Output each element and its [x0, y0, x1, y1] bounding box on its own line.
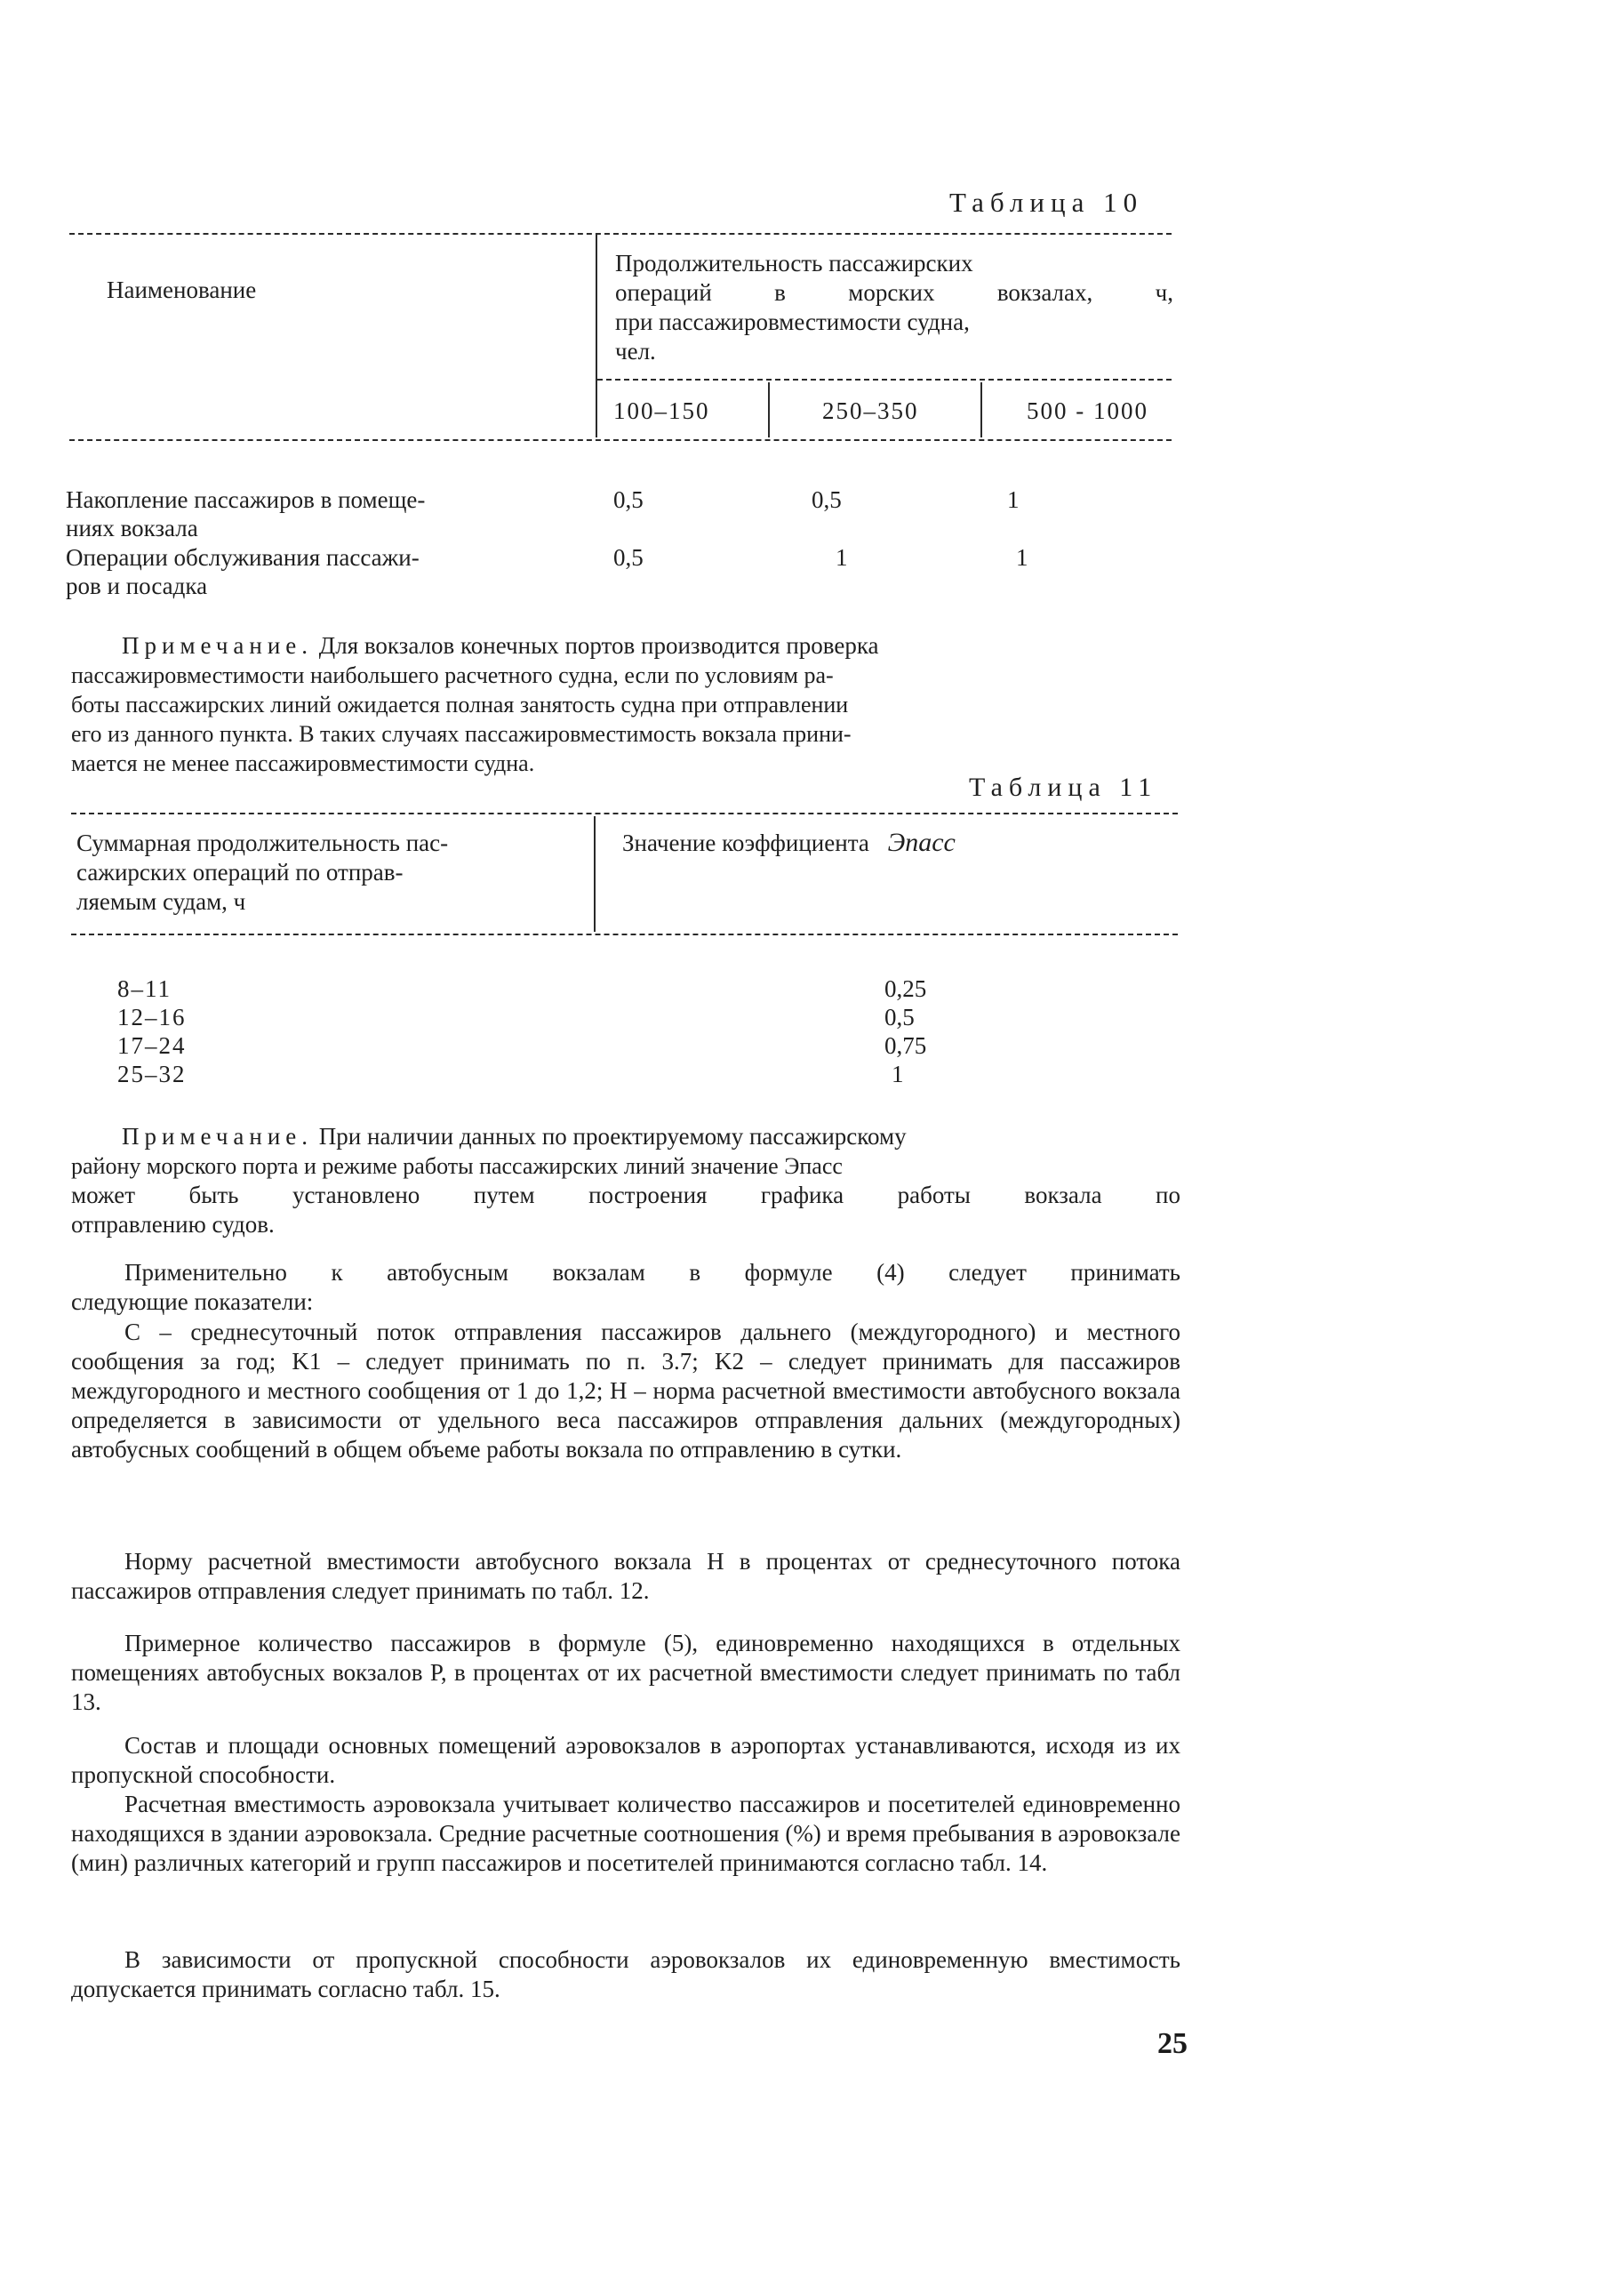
table11-header-bottom-rule	[71, 934, 1178, 935]
body-paragraph-capacity: Расчетная вместимость аэровокзала учитывает количество пассажиров и посетителей единовременно находящихся в здании аэровокзала. Средние расчетные соотношения (%) и время пребывания в аэровокзале (мин) различных категорий и групп пассажиров и посетителей принимаются согласно табл. 14.	[71, 1791, 1180, 1876]
table11-row4-range: 25–32	[117, 1061, 187, 1087]
table10-col-group-l1: Продолжительность пассажирских	[615, 250, 973, 277]
body-intro-l1: Применительно к автобусным вокзалам в формуле (4) следует принимать	[124, 1259, 1180, 1286]
table10-row2-name-l2: ров и посадка	[66, 573, 208, 599]
table11-col1-l3: ляемым судам, ч	[76, 888, 246, 915]
body-intro-l2: следующие показатели:	[71, 1288, 314, 1315]
table11-row3-range: 17–24	[117, 1032, 187, 1059]
table10-divider	[596, 233, 597, 437]
table10-subdiv-2	[980, 382, 982, 437]
table10-subcol-3: 500 - 1000	[1027, 397, 1148, 424]
body-paragraph-composition: Состав и площади основных помещений аэровокзалов в аэропортах устанавливаются, исходя из их пропускной способности.	[71, 1732, 1180, 1788]
note1-line3: боты пассажирских линий ожидается полная занятость судна при отправлении	[71, 692, 849, 718]
table10-row1-v3: 1	[1007, 486, 1020, 513]
body-paragraph-indicators: C – среднесуточный поток отправления пассажиров дальнего (междугородного) и местного сообщения за год; K1 – следует принимать по п. 3.7; K2 – следует принимать для пассажиров междугородного и местного сообщения от 1 до 1,2; H – норма расчетной вместимости автобусного вокзала определяется в зависимости от удельного веса пассажиров отправления дальних (междугородных) автобусных сообщений в общем объеме работы вокзала по отправлению в сутки.	[71, 1319, 1180, 1463]
table10-caption: Таблица 10	[949, 187, 1144, 218]
table11-top-rule	[71, 813, 1178, 814]
table11-row3-value: 0,75	[884, 1032, 927, 1059]
table11-col2-label: Значение коэффициента	[622, 830, 869, 856]
note2-line3: может быть установлено путем построения графика работы вокзала по	[71, 1182, 1180, 1208]
page-number: 25	[1157, 2027, 1188, 2060]
note1-line2: пассажировместимости наибольшего расчетного судна, если по условиям ра-	[71, 662, 834, 688]
table10-subdiv-1	[768, 382, 770, 437]
body-paragraph-throughput: В зависимости от пропускной способности аэровокзалов их единовременную вместимость допускается принимать согласно табл. 15.	[71, 1946, 1180, 2002]
table11-divider	[594, 816, 596, 932]
table10-col-group-l2: операций в морских вокзалах, ч,	[615, 279, 1173, 306]
note2-line4: отправлению судов.	[71, 1211, 275, 1238]
note1-label: Примечание.	[122, 632, 314, 659]
table10-col-name: Наименование	[107, 277, 257, 303]
table10-row2-v2: 1	[836, 544, 848, 571]
table10-row2-v3: 1	[1016, 544, 1028, 571]
table10-row1-v2: 0,5	[812, 486, 842, 513]
table11-row2-value: 0,5	[884, 1004, 915, 1030]
table11-col2-symbol: Эпасс	[887, 828, 956, 857]
table10-row1-name-l2: ниях вокзала	[66, 515, 198, 541]
note2-label: Примечание.	[122, 1123, 314, 1150]
table11-col1-l1: Суммарная продолжительность пас-	[76, 830, 449, 856]
table10-row2-name-l1: Операции обслуживания пассажи-	[66, 544, 420, 571]
table10-row2-v1: 0,5	[613, 544, 644, 571]
note1-line1	[122, 631, 1172, 661]
table10-row1-v1: 0,5	[613, 486, 644, 513]
table10-sub-rule	[597, 379, 1172, 381]
table10-top-rule	[69, 233, 1172, 235]
body-paragraph-passengers: Примерное количество пассажиров в формуле (5), единовременно находящихся в отдельных помещениях автобусных вокзалов P, в процентах от их расчетной вместимости следует принимать по табл 13.	[71, 1630, 1180, 1715]
table10-row1-name-l1: Накопление пассажиров в помеще-	[66, 486, 426, 513]
table11-row1-range: 8–11	[117, 975, 172, 1002]
note2-line2: району морского порта и режиме работы пассажирских линий значение Эпасс	[71, 1153, 843, 1179]
table11-row1-value: 0,25	[884, 975, 927, 1002]
note1-text-1: Для вокзалов конечных портов производится проверка	[318, 632, 879, 659]
table11-row4-value: 1	[892, 1061, 904, 1087]
table11-caption: Таблица 11	[969, 773, 1158, 802]
table11-col2-header	[622, 829, 956, 857]
body-paragraph-norm: Норму расчетной вместимости автобусного вокзала H в процентах от среднесуточного потока пассажиров отправления следует принимать по табл. 12.	[71, 1548, 1180, 1604]
note2-text-1: При наличии данных по проектируемому пассажирскому	[318, 1123, 907, 1150]
table11-col1-l2: сажирских операций по отправ-	[76, 859, 404, 886]
note1-line4: его из данного пункта. В таких случаях пассажировместимость вокзала прини-	[71, 721, 852, 747]
table10-subcol-2: 250–350	[822, 397, 919, 424]
table10-header-bottom-rule	[69, 439, 1172, 441]
note1-line5: мается не менее пассажировместимости судна.	[71, 750, 535, 776]
table10-col-group-l4: чел.	[615, 338, 656, 365]
note2-line1	[122, 1122, 907, 1151]
table10-subcol-1: 100–150	[613, 397, 710, 424]
table11-row2-range: 12–16	[117, 1004, 187, 1030]
table10-col-group-l3: при пассажировместимости судна,	[615, 309, 970, 335]
